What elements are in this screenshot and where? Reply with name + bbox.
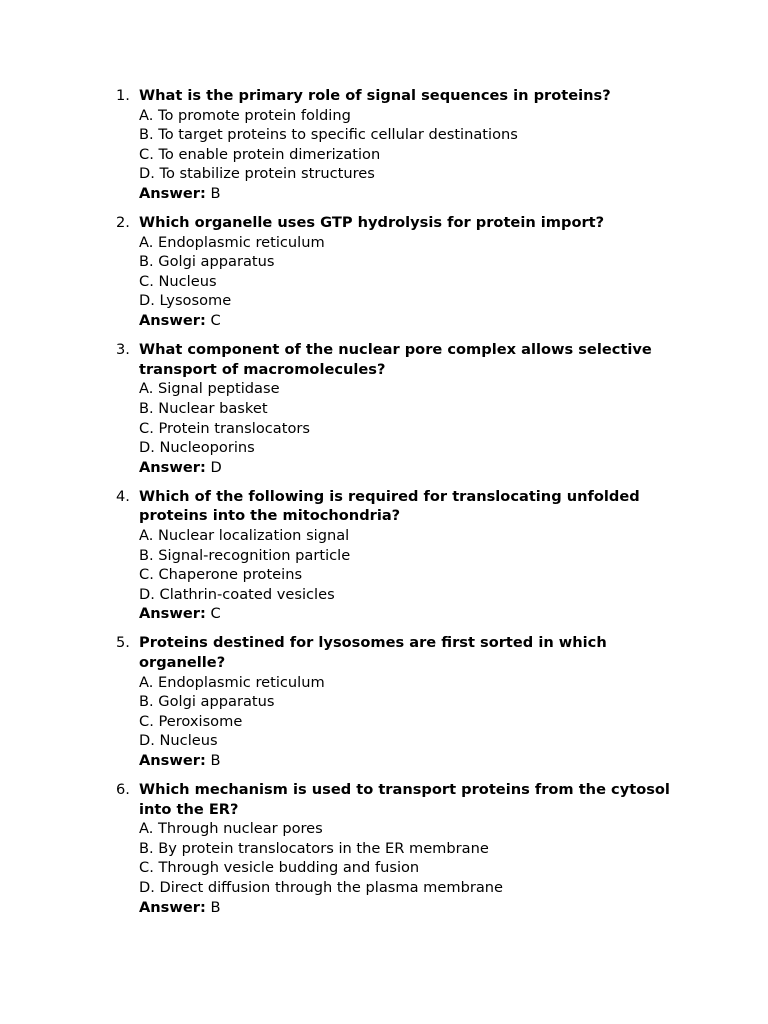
answer-option: D. Nucleus bbox=[139, 732, 218, 750]
question-text: Which of the following is required for translocating unfolded proteins into the mitochondria? bbox=[139, 487, 640, 525]
answer-option: C. Peroxisome bbox=[139, 712, 243, 730]
answer-value: B bbox=[210, 184, 221, 202]
question-text: Which mechanism is used to transport proteins from the cytosol into the ER? bbox=[139, 781, 670, 818]
answer-label: Answer: bbox=[139, 605, 206, 623]
question-number: 2. bbox=[116, 214, 130, 232]
answer-option: C. Protein translocators bbox=[139, 419, 310, 437]
answer-option: A. Endoplasmic reticulum bbox=[139, 673, 325, 691]
question-number: 5. bbox=[116, 634, 130, 652]
answer-option: B. Signal-recognition particle bbox=[139, 546, 351, 564]
answer-value: D bbox=[210, 458, 222, 476]
answer-label: Answer: bbox=[139, 458, 206, 476]
question-item bbox=[0, 780, 679, 917]
answer-line bbox=[139, 184, 679, 204]
question-item bbox=[0, 487, 679, 624]
answer-option: D. Nucleoporins bbox=[139, 439, 255, 457]
answer-option: C. Nucleus bbox=[139, 272, 217, 290]
question-item bbox=[0, 213, 679, 331]
question-number: 6. bbox=[116, 781, 130, 799]
answer-line bbox=[139, 311, 679, 331]
question-text: Which organelle uses GTP hydrolysis for protein import? bbox=[139, 214, 605, 232]
answer-value: B bbox=[210, 898, 221, 916]
answer-label: Answer: bbox=[139, 752, 206, 769]
answer-option: B. Nuclear basket bbox=[139, 399, 268, 417]
question-item bbox=[0, 633, 679, 770]
answer-option: B. By protein translocators in the ER membrane bbox=[139, 839, 489, 857]
answer-line bbox=[139, 898, 679, 918]
answer-option: A. Through nuclear pores bbox=[139, 820, 323, 838]
question-number: 1. bbox=[116, 87, 130, 104]
answer-option: D. Clathrin-coated vesicles bbox=[139, 585, 335, 603]
answer-label: Answer: bbox=[139, 898, 206, 916]
answer-line bbox=[139, 751, 679, 771]
answer-option: C. Through vesicle budding and fusion bbox=[139, 859, 420, 877]
answer-option: C. To enable protein dimerization bbox=[139, 145, 381, 163]
answer-option: A. Endoplasmic reticulum bbox=[139, 233, 325, 251]
question-list bbox=[0, 86, 768, 927]
answer-option: C. Chaperone proteins bbox=[139, 566, 303, 584]
question-number: 3. bbox=[116, 341, 130, 359]
question-number: 4. bbox=[116, 487, 130, 505]
question-item bbox=[0, 340, 679, 477]
answer-option: A. Signal peptidase bbox=[139, 380, 280, 398]
question-text: What component of the nuclear pore complex allows selective transport of macromolecules? bbox=[139, 341, 652, 378]
answer-option: B. To target proteins to specific cellular destinations bbox=[139, 126, 518, 144]
question-text: Proteins destined for lysosomes are first sorted in which organelle? bbox=[139, 634, 607, 672]
answer-value: B bbox=[210, 752, 221, 769]
answer-option: A. Nuclear localization signal bbox=[139, 526, 350, 544]
answer-option: D. Lysosome bbox=[139, 292, 232, 310]
answer-option: D. Direct diffusion through the plasma membrane bbox=[139, 879, 504, 897]
answer-value: C bbox=[210, 312, 221, 330]
answer-option: B. Golgi apparatus bbox=[139, 253, 275, 271]
answer-option: A. To promote protein folding bbox=[139, 106, 351, 124]
answer-value: C bbox=[210, 605, 221, 623]
answer-line bbox=[139, 604, 679, 624]
question-text: What is the primary role of signal sequences in proteins? bbox=[139, 87, 611, 104]
answer-option: B. Golgi apparatus bbox=[139, 693, 275, 711]
answer-label: Answer: bbox=[139, 184, 206, 202]
answer-line bbox=[139, 458, 679, 478]
question-item bbox=[0, 86, 679, 204]
answer-label: Answer: bbox=[139, 312, 206, 330]
answer-option: D. To stabilize protein structures bbox=[139, 165, 375, 183]
